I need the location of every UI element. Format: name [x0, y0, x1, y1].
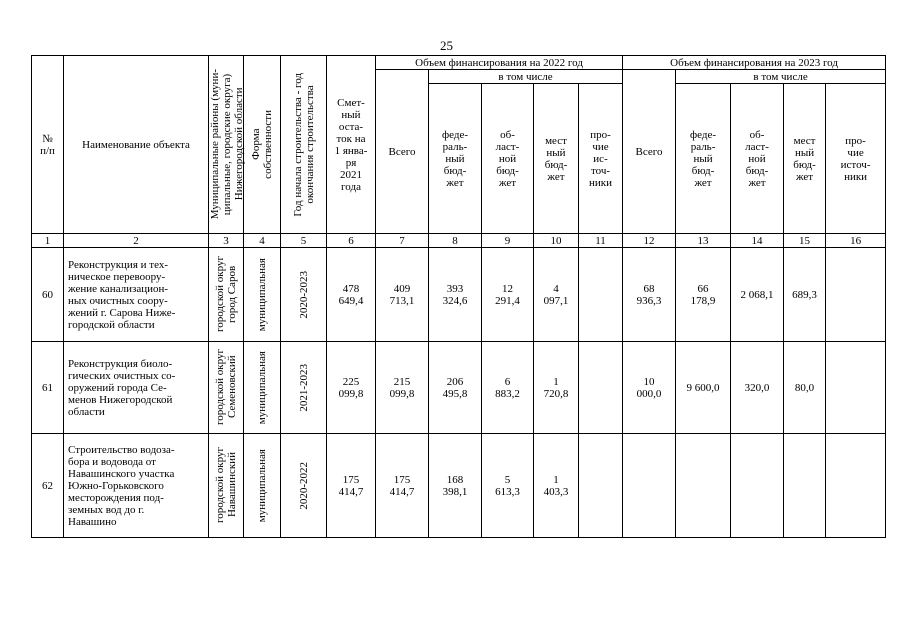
row-loc-2022: 1 403,3 — [534, 434, 579, 538]
header-num: № п/п — [32, 56, 64, 234]
column-number: 8 — [429, 234, 482, 248]
column-number: 11 — [579, 234, 623, 248]
column-number: 12 — [623, 234, 676, 248]
header-fed-2022: феде- раль- ный бюд- жет — [429, 84, 482, 234]
header-loc-2022: мест ный бюд- жет — [534, 84, 579, 234]
header-total-2023: Всего — [623, 70, 676, 234]
row-name: Строительство водоза- бора и водовода от Навашинского участка Южно-Горьковского месторождения под- земных вод до г. Навашино — [64, 434, 209, 538]
header-incl-2022: в том числе — [429, 70, 623, 84]
row-district-text: городской округ город Саров — [214, 256, 238, 333]
column-number: 15 — [784, 234, 826, 248]
table-row — [32, 248, 886, 342]
row-years — [281, 434, 327, 538]
row-reg-2022: 12 291,4 — [482, 248, 534, 342]
header-incl-2023: в том числе — [676, 70, 886, 84]
row-loc-2022: 4 097,1 — [534, 248, 579, 342]
column-number: 9 — [482, 234, 534, 248]
row-fed-2023: 9 600,0 — [676, 342, 731, 434]
row-district — [209, 248, 244, 342]
header-years-text: Год начала строительства - год окончания строительства — [291, 72, 316, 217]
row-fed-2023 — [676, 434, 731, 538]
row-num: 61 — [32, 342, 64, 434]
header-oth-2023: про- чие источ- ники — [826, 84, 886, 234]
row-name: Реконструкция и тех- ническое перевоору- жение канализацион- ных очистных соору- жений г. Сарова Ниже- городской области — [64, 248, 209, 342]
column-number: 16 — [826, 234, 886, 248]
row-fed-2023: 66 178,9 — [676, 248, 731, 342]
row-fed-2022: 393 324,6 — [429, 248, 482, 342]
row-fed-2022: 168 398,1 — [429, 434, 482, 538]
row-total-2022: 409 713,1 — [376, 248, 429, 342]
header-years — [281, 56, 327, 234]
column-number: 1 — [32, 234, 64, 248]
header-fed-2023: феде- раль- ный бюд- жет — [676, 84, 731, 234]
financing-table — [31, 55, 886, 538]
header-fin-2023: Объем финансирования на 2023 год — [623, 56, 886, 70]
row-balance: 478 649,4 — [327, 248, 376, 342]
column-number: 2 — [64, 234, 209, 248]
row-district — [209, 342, 244, 434]
row-total-2023 — [623, 434, 676, 538]
column-number: 3 — [209, 234, 244, 248]
row-ownership — [244, 342, 281, 434]
row-ownership-text: муниципальная — [256, 257, 268, 332]
row-name: Реконструкция биоло- гических очистных со- оружений города Се- менов Нижегородской области — [64, 342, 209, 434]
row-district-text: городской округ Навашинский — [214, 447, 238, 524]
row-loc-2023: 80,0 — [784, 342, 826, 434]
row-oth-2022 — [579, 248, 623, 342]
column-number: 13 — [676, 234, 731, 248]
column-number: 5 — [281, 234, 327, 248]
column-number: 14 — [731, 234, 784, 248]
row-years-text: 2021-2023 — [297, 363, 310, 412]
header-district-text: Муниципальные районы (муни- ципальные, городские округа) Нижегородской области — [209, 69, 245, 220]
row-reg-2023: 2 068,1 — [731, 248, 784, 342]
table-row — [32, 434, 886, 538]
row-ownership-text: муниципальная — [256, 448, 268, 523]
header-loc-2023: мест ный бюд- жет — [784, 84, 826, 234]
row-years — [281, 342, 327, 434]
column-number: 7 — [376, 234, 429, 248]
row-ownership — [244, 434, 281, 538]
row-district — [209, 434, 244, 538]
header-ownership — [244, 56, 281, 234]
row-oth-2022 — [579, 434, 623, 538]
header-district — [209, 56, 244, 234]
row-num: 60 — [32, 248, 64, 342]
row-reg-2022: 6 883,2 — [482, 342, 534, 434]
table-row — [32, 342, 886, 434]
row-loc-2023: 689,3 — [784, 248, 826, 342]
row-total-2022: 175 414,7 — [376, 434, 429, 538]
row-oth-2023 — [826, 248, 886, 342]
header-name: Наименование объекта — [64, 56, 209, 234]
row-total-2023: 10 000,0 — [623, 342, 676, 434]
row-reg-2023: 320,0 — [731, 342, 784, 434]
row-oth-2022 — [579, 342, 623, 434]
page-number: 25 — [440, 38, 453, 53]
row-reg-2023 — [731, 434, 784, 538]
row-district-text: городской округ Семеновский — [214, 349, 238, 426]
header-reg-2022: об- ласт- ной бюд- жет — [482, 84, 534, 234]
row-years-text: 2020-2023 — [297, 270, 310, 319]
row-years-text: 2020-2022 — [297, 461, 310, 510]
row-oth-2023 — [826, 434, 886, 538]
header-fin-2022: Объем финансирования на 2022 год — [376, 56, 623, 70]
column-number-row — [32, 234, 886, 248]
header-reg-2023: об- ласт- ной бюд- жет — [731, 84, 784, 234]
row-balance: 175 414,7 — [327, 434, 376, 538]
row-reg-2022: 5 613,3 — [482, 434, 534, 538]
row-total-2022: 215 099,8 — [376, 342, 429, 434]
row-loc-2023 — [784, 434, 826, 538]
row-ownership — [244, 248, 281, 342]
header-balance: Смет- ный оста- ток на 1 янва- ря 2021 года — [327, 56, 376, 234]
row-oth-2023 — [826, 342, 886, 434]
header-oth-2022: про- чие ис- точ- ники — [579, 84, 623, 234]
row-years — [281, 248, 327, 342]
column-number: 4 — [244, 234, 281, 248]
column-number: 6 — [327, 234, 376, 248]
row-balance: 225 099,8 — [327, 342, 376, 434]
header-ownership-text: Форма собственности — [250, 110, 274, 179]
row-num: 62 — [32, 434, 64, 538]
row-loc-2022: 1 720,8 — [534, 342, 579, 434]
column-number: 10 — [534, 234, 579, 248]
row-total-2023: 68 936,3 — [623, 248, 676, 342]
row-fed-2022: 206 495,8 — [429, 342, 482, 434]
header-total-2022: Всего — [376, 70, 429, 234]
row-ownership-text: муниципальная — [256, 350, 268, 425]
